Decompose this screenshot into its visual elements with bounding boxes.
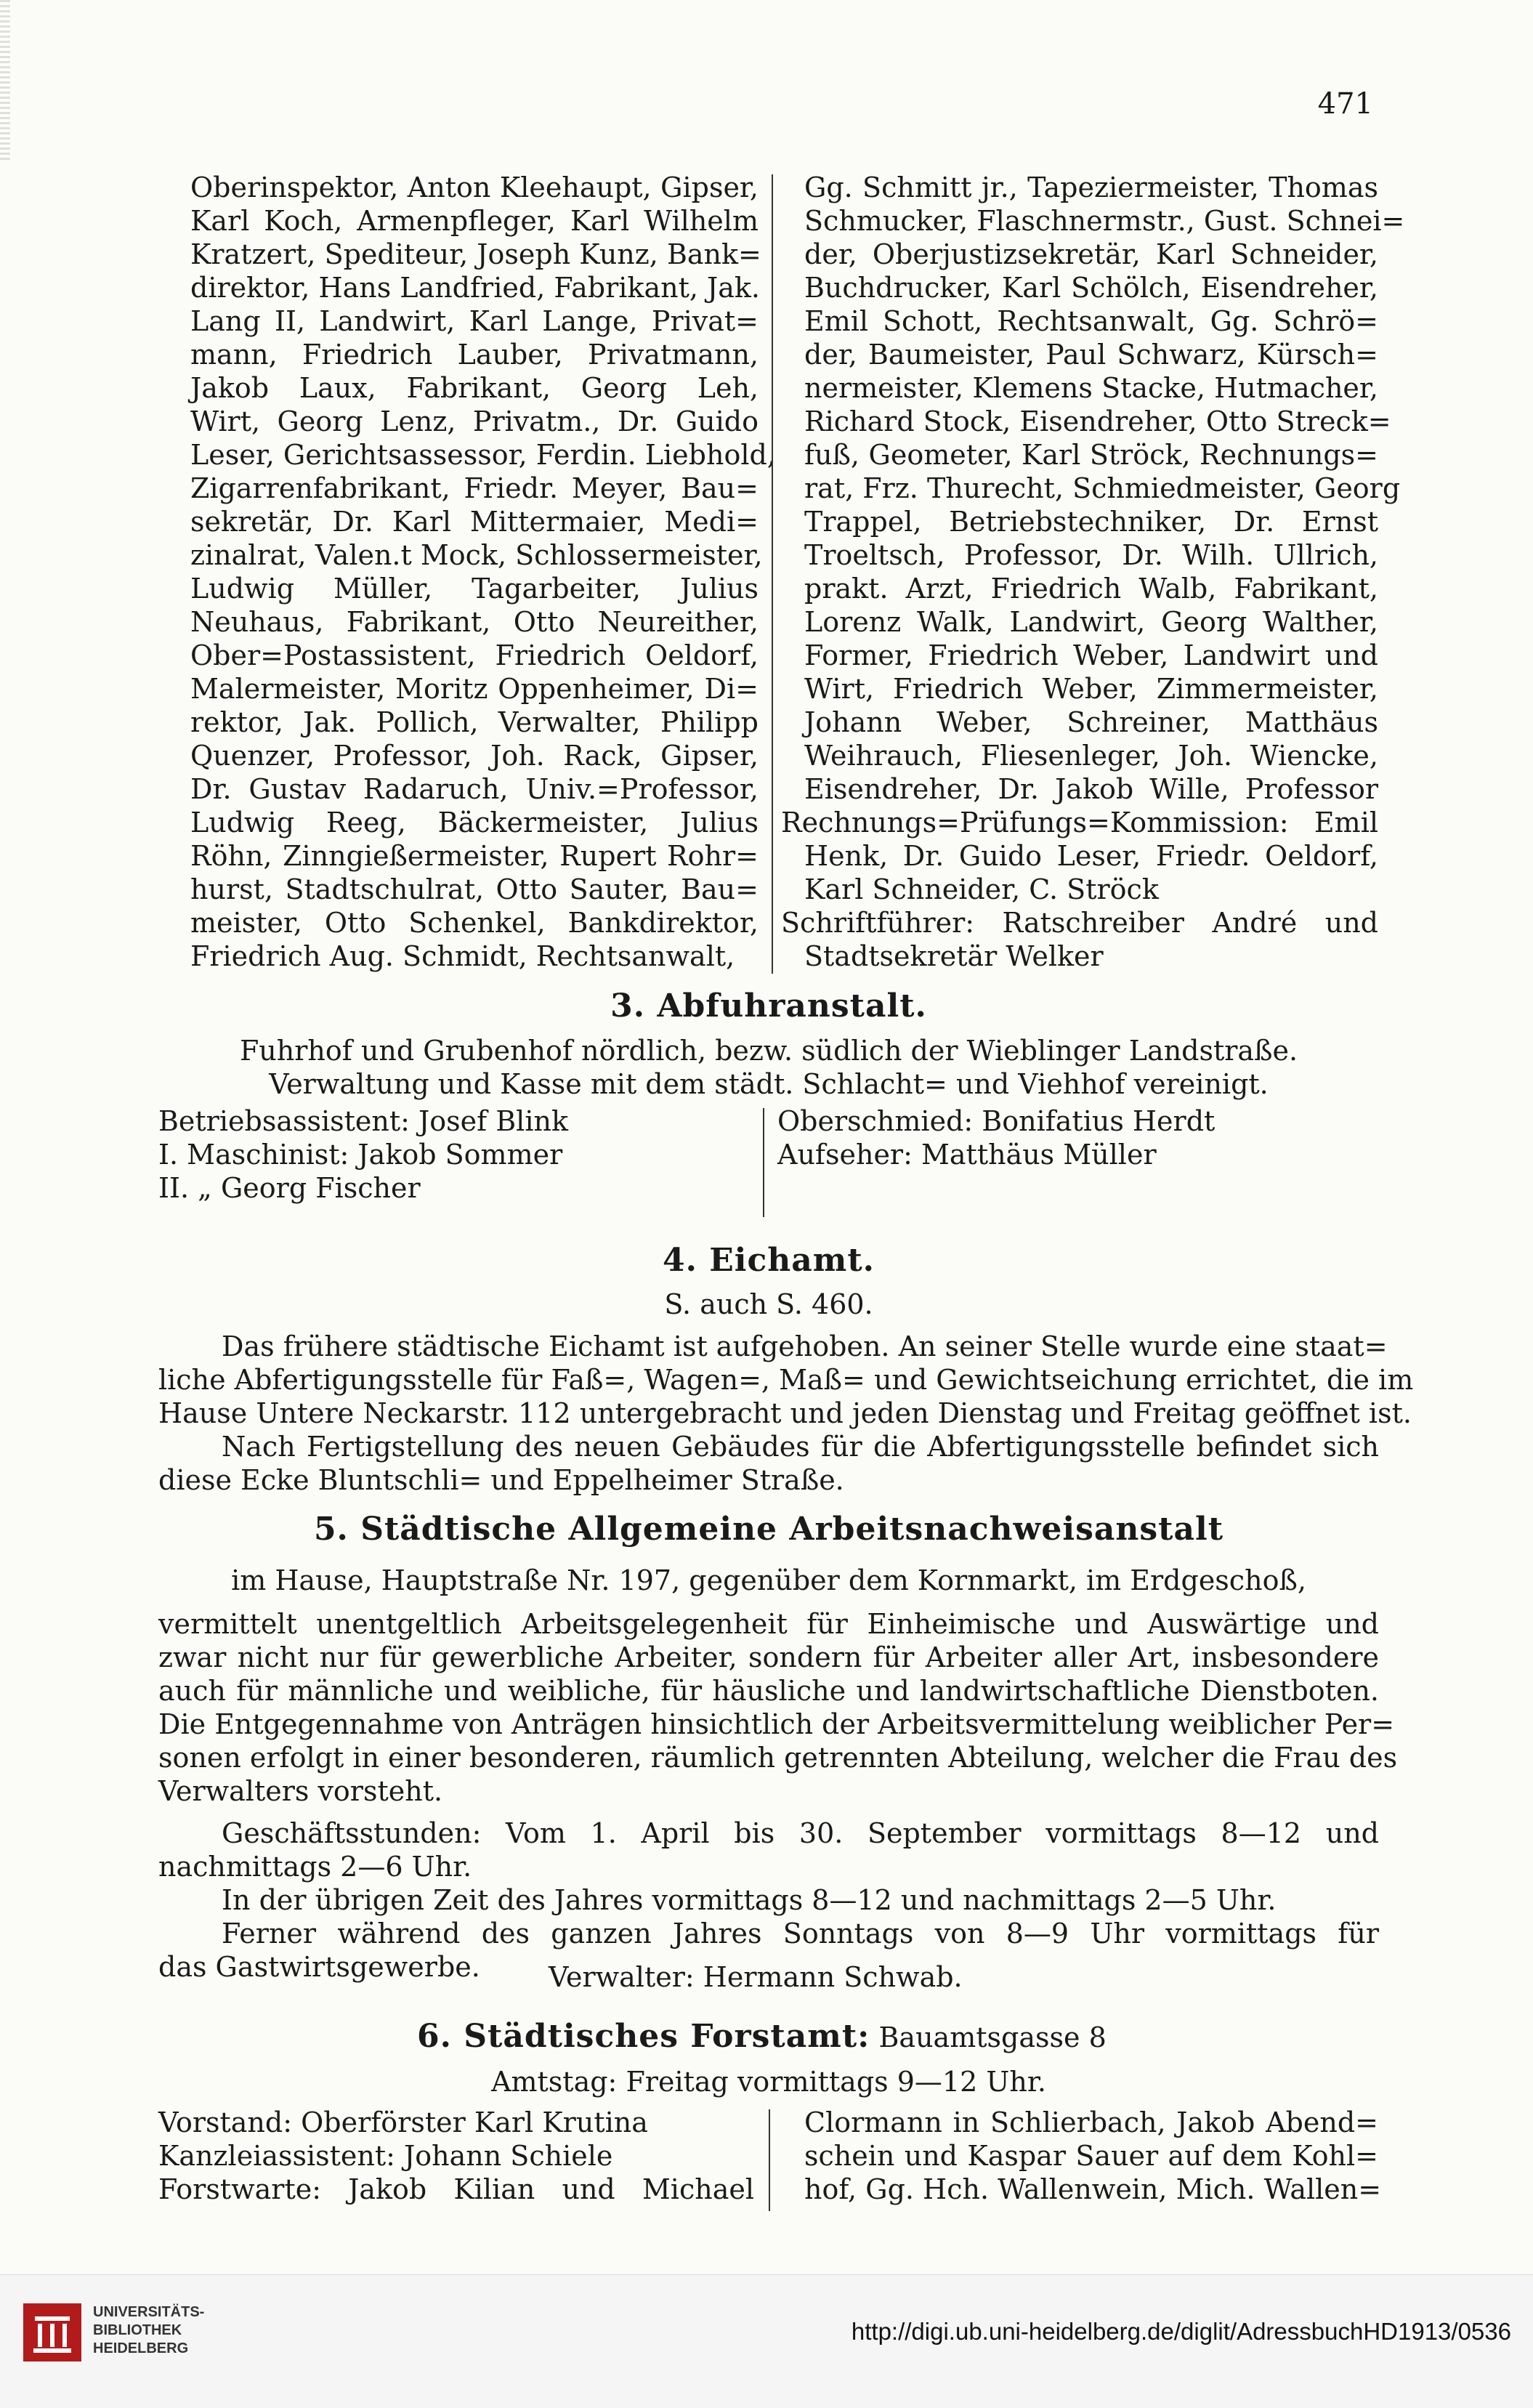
top-right-line: Karl Schneider, C. Ströck (804, 873, 1159, 905)
s4-line: Nach Fertigstellung des neuen Gebäudes für die Abfertigungsstelle befindet sich (222, 1431, 1379, 1463)
s5-line: vermittelt unentgeltlich Arbeitsgelegenheit für Einheimische und Auswärtige und (158, 1608, 1379, 1640)
s5-line: Ferner während des ganzen Jahres Sonntags von 8—9 Uhr vormittags für (222, 1918, 1379, 1950)
s4-line: Das frühere städtische Eichamt ist aufgehoben. An seiner Stelle wurde eine staat= (222, 1330, 1388, 1362)
s6-left-line: Vorstand: Oberförster Karl Krutina (158, 2106, 648, 2138)
top-right-line: Wirt, Friedrich Weber, Zimmermeister, (804, 673, 1378, 705)
top-left-line: Malermeister, Moritz Oppenheimer, Di= (190, 673, 759, 705)
top-left-line: Zigarrenfabrikant, Friedr. Meyer, Bau= (190, 472, 759, 504)
top-left-line: Wirt, Georg Lenz, Privatm., Dr. Guido (190, 405, 759, 437)
s5-line: nachmittags 2—6 Uhr. (158, 1851, 472, 1883)
s5-hours-line: Geschäftsstunden: Vom 1. April bis 30. September vormittags 8—12 und (222, 1817, 1379, 1849)
top-left-line: Röhn, Zinngießermeister, Rupert Rohr= (190, 840, 759, 872)
s3-left-line: Betriebsassistent: Josef Blink (158, 1105, 568, 1137)
s5-line: auch für männliche und weibliche, für häusliche und landwirtschaftliche Dienstboten. (158, 1675, 1379, 1707)
top-right-line: Stadtsekretär Welker (804, 940, 1104, 972)
section-3-line: Fuhrhof und Grubenhof nördlich, bezw. südlich der Wieblinger Landstraße. (239, 1035, 1298, 1067)
commission-title: Rechnungs=Prüfungs=Kommission: Emil (781, 807, 1378, 839)
s3-left-line: I. Maschinist: Jakob Sommer (158, 1139, 563, 1171)
s4-line: liche Abfertigungsstelle für Faß=, Wagen=, Maß= und Gewichtseichung errichtet, die im (158, 1364, 1414, 1396)
s4-line: diese Ecke Bluntschli= und Eppelheimer Straße. (158, 1464, 844, 1496)
s3-right-line: Oberschmied: Bonifatius Herdt (777, 1105, 1216, 1137)
s5-line: das Gastwirtsgewerbe. (158, 1951, 480, 1983)
section-6-sub: Amtstag: Freitag vormittags 9—12 Uhr. (491, 2066, 1046, 2098)
s6-right-line: Clormann in Schlierbach, Jakob Abend= (804, 2106, 1378, 2138)
top-left-line: sekretär, Dr. Karl Mittermaier, Medi= (190, 506, 759, 538)
s6-right-line: schein und Kaspar Sauer auf dem Kohl= (804, 2140, 1378, 2172)
top-left-line: Kratzert, Spediteur, Joseph Kunz, Bank= (190, 238, 761, 270)
s5-line: zwar nicht nur für gewerbliche Arbeiter, sondern für Arbeiter aller Art, insbesondere (158, 1641, 1379, 1673)
top-left-line: Karl Koch, Armenpfleger, Karl Wilhelm (190, 205, 759, 237)
top-right-line: der, Baumeister, Paul Schwarz, Kürsch= (804, 339, 1378, 371)
section-3-line: Verwaltung und Kasse mit dem städt. Schlacht= und Viehhof vereinigt. (269, 1068, 1269, 1100)
top-right-line: nermeister, Klemens Stacke, Hutmacher, (804, 372, 1378, 404)
top-left-line: Oberinspektor, Anton Kleehaupt, Gipser, (190, 171, 759, 203)
s5-line: sonen erfolgt in einer besonderen, räumlich getrennten Abteilung, welcher die Frau des (158, 1742, 1398, 1774)
top-right-line: prakt. Arzt, Friedrich Walb, Fabrikant, (804, 573, 1378, 605)
s3-left-line: II. „ Georg Fischer (158, 1172, 421, 1204)
top-left-line: Quenzer, Professor, Joh. Rack, Gipser, (190, 740, 759, 772)
top-right-line: Trappel, Betriebstechniker, Dr. Ernst (804, 506, 1378, 538)
s4-line: Hause Untere Neckarstr. 112 untergebracht und jeden Dienstag und Freitag geöffnet ist. (158, 1397, 1412, 1429)
institution-line: BIBLIOTHEK (93, 2322, 182, 2338)
top-right-line: Schmucker, Flaschnermstr., Gust. Schnei= (804, 205, 1405, 237)
source-url-link[interactable]: http://digi.ub.uni-heidelberg.de/diglit/AdressbuchHD1913/0536 (851, 2318, 1511, 2345)
s6-right-line: hof, Gg. Hch. Wallenwein, Mich. Wallen= (804, 2173, 1382, 2205)
s5-line: Die Entgegennahme von Anträgen hinsichtlich der Arbeitsvermittelung weiblicher Per= (158, 1708, 1395, 1740)
top-right-line: Johann Weber, Schreiner, Matthäus (804, 706, 1378, 738)
s5-line: In der übrigen Zeit des Jahres vormittags 8—12 und nachmittags 2—5 Uhr. (222, 1884, 1277, 1916)
top-left-line: Ludwig Reeg, Bäckermeister, Julius (190, 807, 759, 839)
top-left-line: hurst, Stadtschulrat, Otto Sauter, Bau= (190, 873, 759, 905)
top-left-line: zinalrat, Valen.t Mock, Schlossermeister, (190, 539, 763, 571)
s5-verwalter: Verwalter: Hermann Schwab. (549, 1961, 963, 1993)
institution-name (93, 2303, 204, 2358)
top-right-line: der, Oberjustizsekretär, Karl Schneider, (804, 238, 1378, 270)
top-right-line: Lorenz Walk, Landwirt, Georg Walther, (804, 606, 1378, 638)
s3-right-line: Aufseher: Matthäus Müller (777, 1139, 1157, 1171)
s5-line: Verwalters vorsteht. (158, 1775, 443, 1807)
column-divider (763, 1108, 764, 1217)
top-right-line: Former, Friedrich Weber, Landwirt und (804, 639, 1378, 671)
top-left-line: Dr. Gustav Radaruch, Univ.=Professor, (190, 773, 759, 805)
section-6-title: 6. Städtisches Forstamt: (417, 2018, 870, 2055)
s6-left-line: Kanzleiassistent: Johann Schiele (158, 2140, 613, 2172)
top-left-line: Leser, Gerichtsassessor, Ferdin. Liebhold, (190, 439, 776, 471)
section-6-address: Bauamtsgasse 8 (878, 2021, 1107, 2053)
top-right-line: Troeltsch, Professor, Dr. Wilh. Ullrich, (804, 539, 1378, 571)
top-left-line: Ludwig Müller, Tagarbeiter, Julius (190, 573, 759, 605)
top-left-line: Jakob Laux, Fabrikant, Georg Leh, (190, 372, 759, 404)
column-divider (769, 2109, 770, 2211)
top-right-line: Buchdrucker, Karl Schölch, Eisendreher, (804, 272, 1378, 304)
top-right-line: rat, Frz. Thurecht, Schmiedmeister, Georg (804, 472, 1401, 504)
section-4-sub: S. auch S. 460. (664, 1288, 873, 1320)
s6-left-line: Forstwarte: Jakob Kilian und Michael (158, 2173, 754, 2205)
top-left-line: mann, Friedrich Lauber, Privatmann, (190, 339, 759, 371)
top-left-line: Ober=Postassistent, Friedrich Oeldorf, (190, 639, 759, 671)
top-left-line: Neuhaus, Fabrikant, Otto Neureither, (190, 606, 759, 638)
top-right-line: Gg. Schmitt jr., Tapeziermeister, Thomas (804, 171, 1378, 203)
top-left-line: Friedrich Aug. Schmidt, Rechtsanwalt, (190, 940, 735, 972)
secretary-line: Schriftführer: Ratschreiber André und (781, 907, 1378, 939)
institution-line: UNIVERSITÄTS- (93, 2304, 205, 2320)
top-right-line: Eisendreher, Dr. Jakob Wille, Professor (804, 773, 1378, 805)
top-right-line: Emil Schott, Rechtsanwalt, Gg. Schrö= (804, 305, 1378, 337)
scan-edge (0, 0, 10, 160)
top-left-line: meister, Otto Schenkel, Bankdirektor, (190, 907, 759, 939)
top-left-line: rektor, Jak. Pollich, Verwalter, Philipp (190, 706, 759, 738)
university-library-logo-icon (22, 2302, 83, 2363)
section-5-sub: im Hause, Hauptstraße Nr. 197, gegenüber dem Kornmarkt, im Erdgeschoß, (231, 1564, 1306, 1596)
top-right-line: fuß, Geometer, Karl Ströck, Rechnungs= (804, 439, 1378, 471)
top-left-line: direktor, Hans Landfried, Fabrikant, Jak. (190, 272, 761, 304)
column-divider (772, 174, 773, 974)
section-5-heading: 5. Städtische Allgemeine Arbeitsnachweisanstalt (313, 1511, 1224, 1548)
top-left-line: Lang II, Landwirt, Karl Lange, Privat= (190, 305, 759, 337)
section-4-heading: 4. Eichamt. (663, 1242, 875, 1279)
section-6-heading (417, 2020, 1107, 2054)
institution-line: HEIDELBERG (93, 2340, 189, 2356)
top-right-line: Henk, Dr. Guido Leser, Friedr. Oeldorf, (804, 840, 1378, 872)
top-right-line: Weihrauch, Fliesenleger, Joh. Wiencke, (804, 740, 1378, 772)
section-3-heading: 3. Abfuhranstalt. (610, 987, 927, 1025)
top-right-line: Richard Stock, Eisendreher, Otto Streck= (804, 405, 1391, 437)
page-number: 471 (1317, 87, 1373, 121)
